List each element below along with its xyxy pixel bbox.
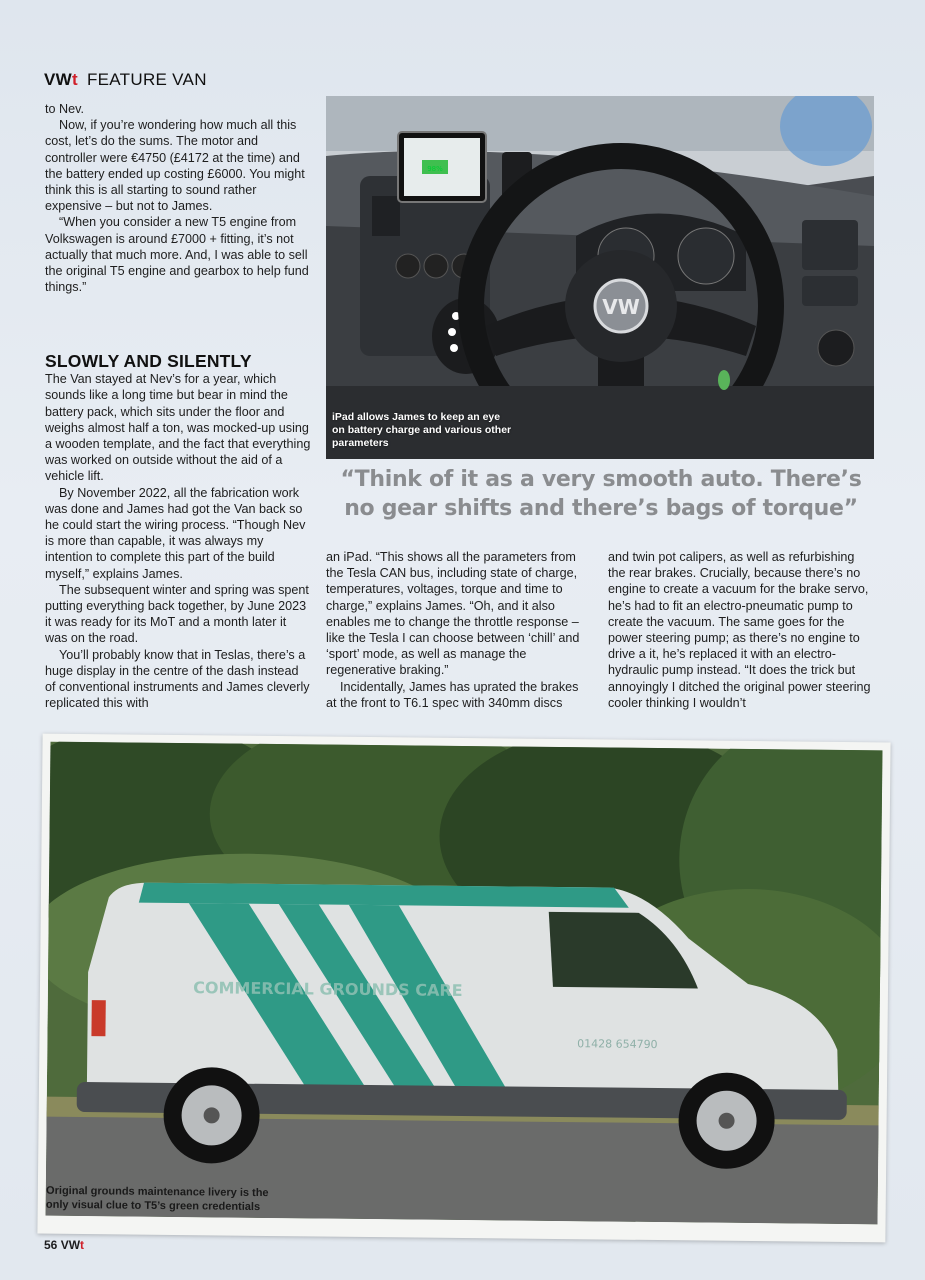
section-header [44, 70, 207, 90]
article-column-3 [608, 549, 874, 711]
article-column-2 [326, 549, 590, 711]
footer-brand-t: t [80, 1238, 85, 1252]
van-livery-text: COMMERCIAL GROUNDS CARE [193, 978, 463, 1000]
paragraph: an iPad. “This shows all the parameters from the Tesla CAN bus, including state of charge, temperatures, voltages, torque and time to charge,” explains James. “Oh, and it also enables me to change the throttle response – like the Tesla I can choose between ‘chill’ and ‘sport’ mode, as well as manage the regenerative braking.” [326, 550, 580, 678]
paragraph: By November 2022, all the fabrication work was done and James had got the Van back so he could start the wiring process. “Though Nev is more than capable, it was always my intention to complete this part of the build myself,” explains James. [45, 485, 306, 581]
dashboard-illustration [326, 96, 874, 459]
paragraph: The Van stayed at Nev’s for a year, which sounds like a long time but bear in mind the battery pack, which sits under the floor and weighs almost half a ton, was mocked-up using a wooden template, and the fact that everything was worked on outside without the aid of a vehicle lift. [45, 372, 311, 484]
paragraph: “When you consider a new T5 engine from Volkswagen is around £7000 + fitting, it’s not actually that much more. And, I was able to sell the original T5 engine and gearbox to help fund things.” [45, 215, 309, 295]
paragraph: Now, if you’re wondering how much all this cost, let’s do the sums. The motor and controller were €4750 (£4172 at the time) and the battery ended up costing £6000. You might think this is all starting to sound rather expensive – but not to James. [45, 118, 305, 214]
van-illustration [46, 742, 883, 1225]
paragraph: You’ll probably know that in Teslas, there’s a huge display in the centre of the dash instead of conventional instruments and James cleverly replicated this with [45, 647, 310, 711]
van-photo [46, 742, 883, 1225]
page-number: 56 [44, 1238, 58, 1252]
brand-logo-vw: VW [44, 70, 72, 89]
dashboard-photo-caption: iPad allows James to keep an eye on battery charge and various other parameters [332, 411, 512, 449]
van-phone-text: 01428 654790 [577, 1037, 658, 1052]
footer-brand-vw: VW [60, 1238, 81, 1252]
svg-text:VW: VW [602, 295, 640, 319]
brand-logo-t: t [71, 70, 78, 89]
article-column-1-bottom [45, 353, 311, 711]
page-footer [44, 1238, 84, 1252]
van-photo-caption: Original grounds maintenance livery is the only visual clue to T5’s green credentials [45, 1184, 269, 1213]
section-label: FEATURE VAN [86, 70, 207, 89]
pull-quote: “Think of it as a very smooth auto. There’s no gear shifts and there’s bags of torque” [340, 467, 862, 521]
paragraph: and twin pot calipers, as well as refurbishing the rear brakes. Crucially, because there’s no engine to create a vacuum for the brake servo, he’s had to fit an electro-pneumatic pump to create the vacuum. The same goes for the power steering pump; as there’s no engine to drive a it, he’s replaced it with an electro-hydraulic pump instead. “It does the trick but annoyingly I ditched the original power steering cooler thinking I wouldn’t [608, 550, 871, 710]
paragraph: to Nev. [45, 102, 84, 116]
subheading: SLOWLY AND SILENTLY [45, 351, 252, 371]
paragraph: Incidentally, James has uprated the brakes at the front to T6.1 spec with 340mm discs [326, 679, 579, 710]
dashboard-photo [326, 96, 874, 459]
paragraph: The subsequent winter and spring was spent putting everything back together, by June 2023 it was ready for its MoT and a month later it was on the road. [45, 582, 309, 646]
article-column-1-top [45, 101, 311, 295]
ipad-readout: 98% [427, 165, 443, 173]
